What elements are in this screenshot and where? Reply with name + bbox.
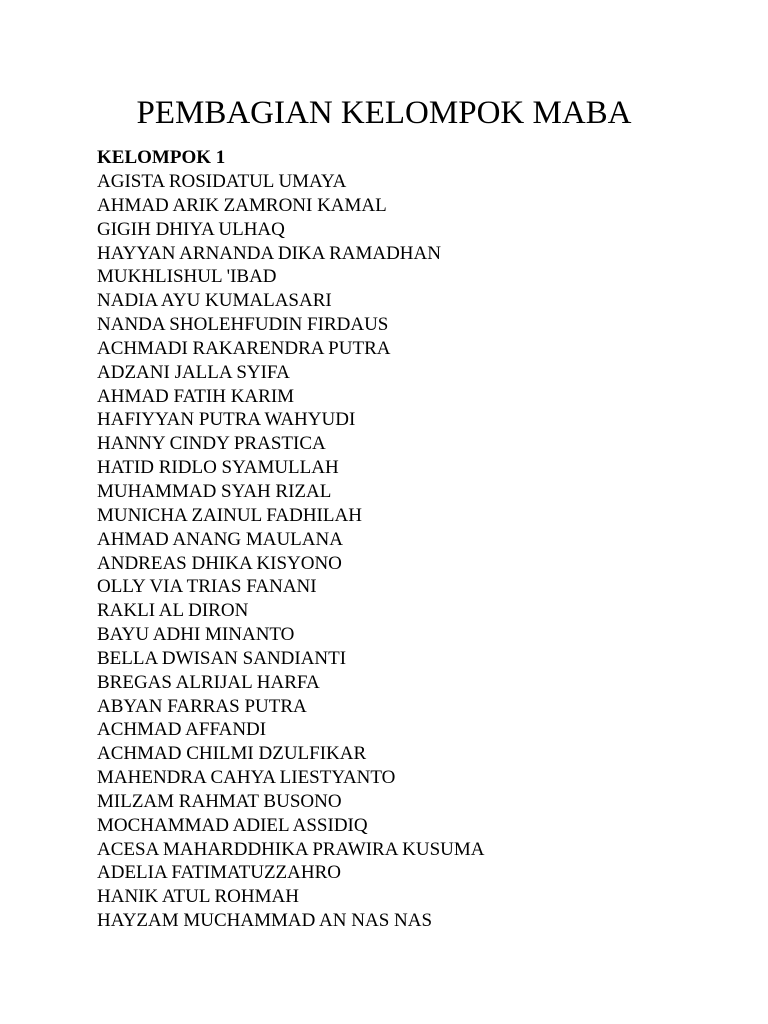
member-name: MUNICHA ZAINUL FADHILAH xyxy=(97,504,362,526)
member-name: ACHMAD AFFANDI xyxy=(97,719,267,741)
member-name: MILZAM RAHMAT BUSONO xyxy=(97,790,342,812)
member-list xyxy=(97,170,737,933)
member-name: BELLA DWISAN SANDIANTI xyxy=(97,647,347,669)
member-name: NADIA AYU KUMALASARI xyxy=(97,290,332,312)
member-name: ABYAN FARRAS PUTRA xyxy=(97,695,307,717)
member-name: ACESA MAHARDDHIKA PRAWIRA KUSUMA xyxy=(97,838,485,860)
member-name: AHMAD FATIH KARIM xyxy=(97,385,295,407)
member-name: RAKLI AL DIRON xyxy=(97,600,249,622)
member-name: AHMAD ARIK ZAMRONI KAMAL xyxy=(97,194,387,216)
member-name: ADZANI JALLA SYIFA xyxy=(97,361,290,383)
member-name: BREGAS ALRIJAL HARFA xyxy=(97,671,320,693)
member-name: GIGIH DHIYA ULHAQ xyxy=(97,218,285,240)
member-name: BAYU ADHI MINANTO xyxy=(97,624,295,646)
member-name: HAYZAM MUCHAMMAD AN NAS NAS xyxy=(97,910,433,932)
member-name: AHMAD ANANG MAULANA xyxy=(97,528,343,550)
member-name: HANIK ATUL ROHMAH xyxy=(97,886,299,908)
member-name: MUKHLISHUL 'IBAD xyxy=(97,266,277,288)
member-name: HANNY CINDY PRASTICA xyxy=(97,433,326,455)
member-name: ADELIA FATIMATUZZAHRO xyxy=(97,862,341,884)
group-section xyxy=(97,146,737,933)
member-name: MAHENDRA CAHYA LIESTYANTO xyxy=(97,767,396,789)
member-name: AGISTA ROSIDATUL UMAYA xyxy=(97,171,347,192)
member-name: ACHMAD CHILMI DZULFIKAR xyxy=(97,743,367,765)
member-name: HAYYAN ARNANDA DIKA RAMADHAN xyxy=(97,242,441,264)
member-name: MOCHAMMAD ADIEL ASSIDIQ xyxy=(97,814,368,836)
member-name: HAFIYYAN PUTRA WAHYUDI xyxy=(97,409,356,431)
member-name: ACHMADI RAKARENDRA PUTRA xyxy=(97,337,391,359)
group-heading: KELOMPOK 1 xyxy=(97,147,226,168)
member-name: OLLY VIA TRIAS FANANI xyxy=(97,576,317,598)
page-title: PEMBAGIAN KELOMPOK MABA xyxy=(136,95,632,131)
member-name: HATID RIDLO SYAMULLAH xyxy=(97,457,339,479)
member-name: NANDA SHOLEHFUDIN FIRDAUS xyxy=(97,314,389,336)
member-name: ANDREAS DHIKA KISYONO xyxy=(97,552,342,574)
member-name: MUHAMMAD SYAH RIZAL xyxy=(97,480,332,502)
